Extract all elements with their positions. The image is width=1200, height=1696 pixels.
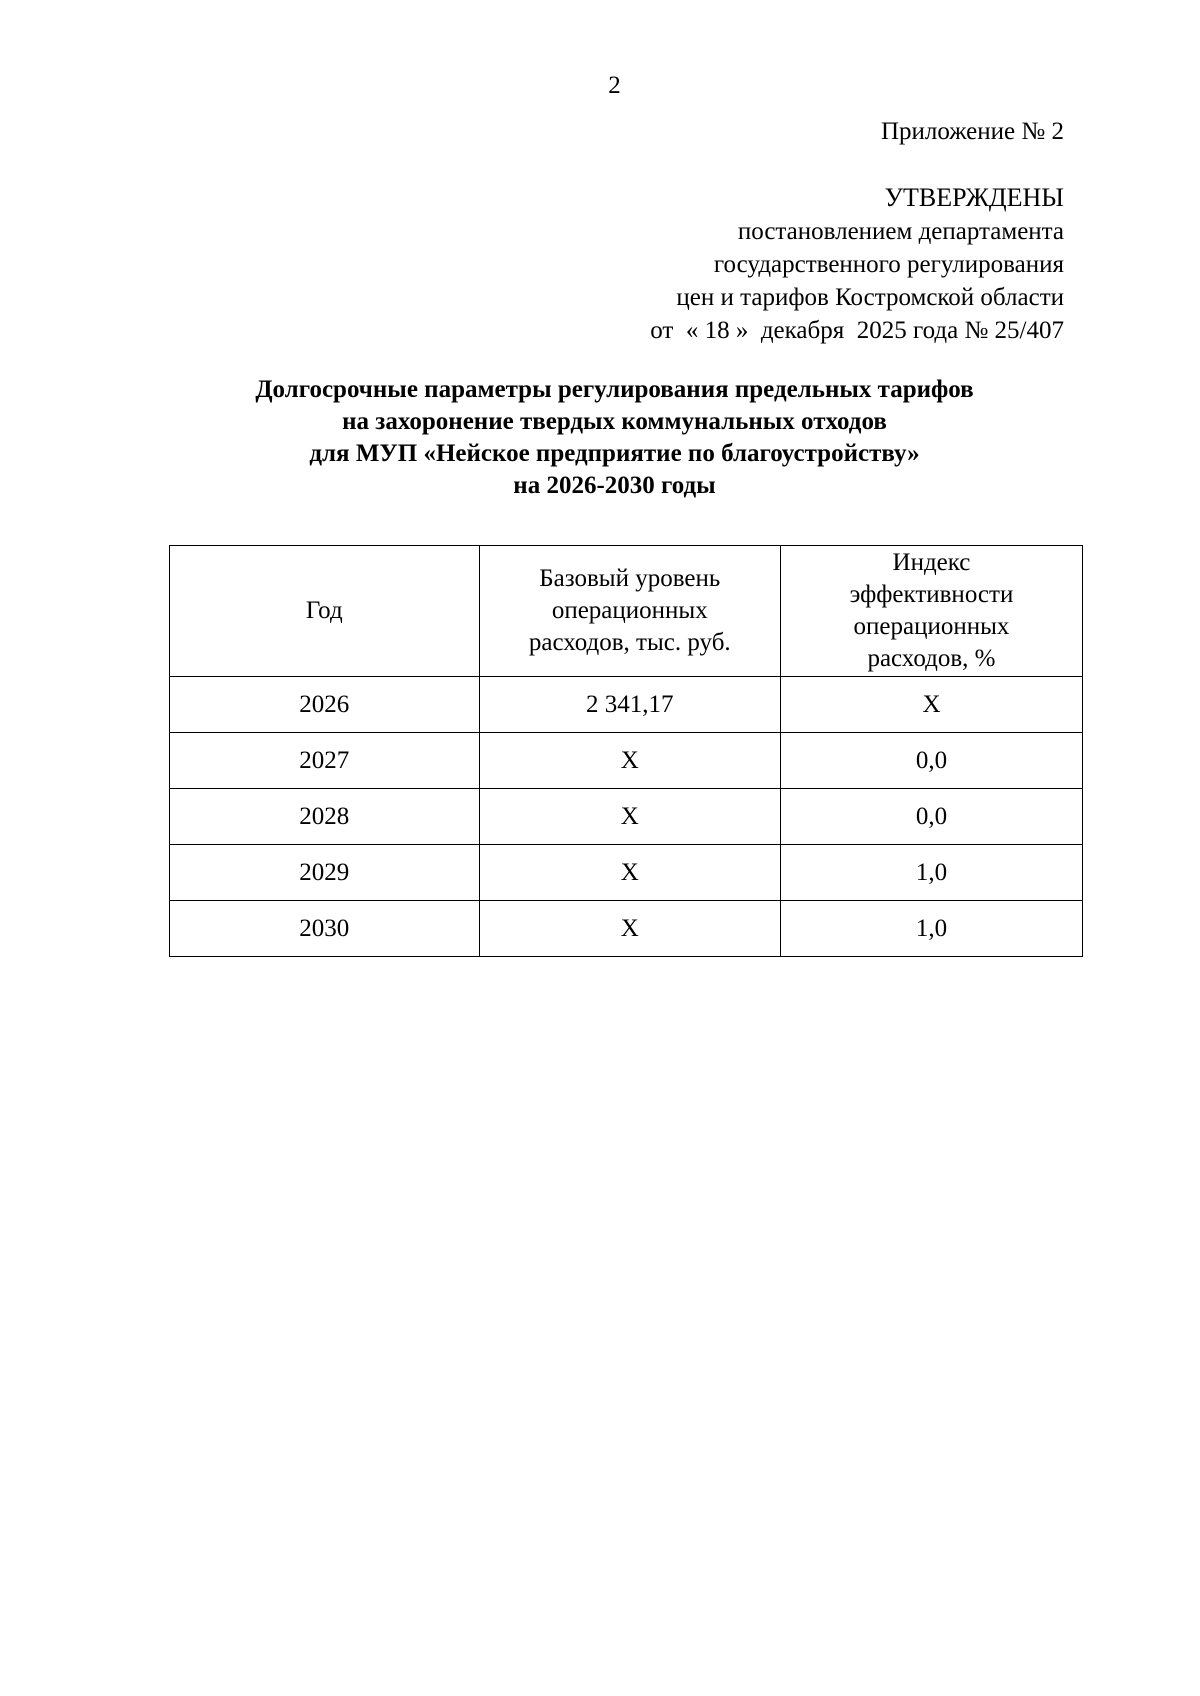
header-row (170, 546, 1083, 677)
approval-line: постановлением департамента (737, 218, 1064, 245)
table-header (170, 546, 1083, 677)
approval-line: государственного регулирования (713, 251, 1064, 278)
approval-line: цен и тарифов Костромской области (676, 284, 1064, 311)
table-row (170, 845, 1083, 901)
cell-base-level: X (479, 845, 780, 901)
header-base-level-text: Базовый уровень операционных расходов, тыс. руб. (528, 565, 731, 656)
approval-line: от « 18 » декабря 2025 года № 25/407 (650, 317, 1064, 344)
table-row (170, 677, 1083, 733)
table-row (170, 901, 1083, 957)
header-base-level (479, 546, 780, 677)
appendix-label: Приложение № 2 (880, 118, 1064, 145)
cell-efficiency-index: X (780, 677, 1082, 733)
header-year: Год (170, 546, 480, 677)
table-row (170, 733, 1083, 789)
cell-year: 2027 (170, 733, 480, 789)
table-body (170, 677, 1083, 957)
cell-efficiency-index: 0,0 (780, 789, 1082, 845)
cell-efficiency-index: 1,0 (780, 901, 1082, 957)
cell-base-level: X (479, 789, 780, 845)
cell-year: 2030 (170, 901, 480, 957)
document-title (0, 374, 1200, 502)
cell-efficiency-index: 0,0 (780, 733, 1082, 789)
cell-year: 2029 (170, 845, 480, 901)
header-efficiency-index-text: Индекс эффективности операционных расходов, % (849, 549, 1014, 672)
approval-heading: УТВЕРЖДЕНЫ (884, 183, 1064, 212)
approval-stamp (650, 181, 1064, 347)
title-line: для МУП «Нейское предприятие по благоустройству» (309, 440, 920, 467)
cell-base-level: X (479, 733, 780, 789)
cell-efficiency-index: 1,0 (780, 845, 1082, 901)
cell-year: 2026 (170, 677, 480, 733)
cell-base-level: 2 341,17 (479, 677, 780, 733)
cell-year: 2028 (170, 789, 480, 845)
page-number: 2 (608, 72, 621, 99)
header-efficiency-index (780, 546, 1082, 677)
title-line: Долгосрочные параметры регулирования предельных тарифов (255, 376, 974, 403)
cell-base-level: X (479, 901, 780, 957)
title-line: на захоронение твердых коммунальных отходов (342, 408, 887, 435)
table-row (170, 789, 1083, 845)
title-line: на 2026-2030 годы (513, 472, 716, 499)
parameters-table (169, 545, 1083, 957)
